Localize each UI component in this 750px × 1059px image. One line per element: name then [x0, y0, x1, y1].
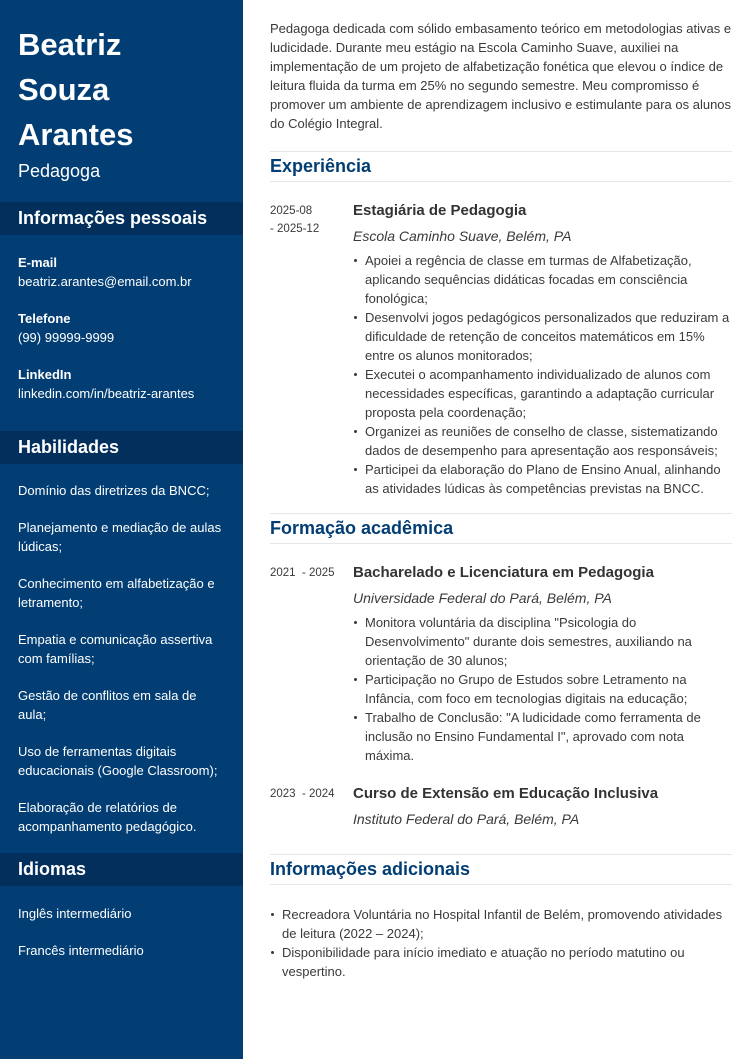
name-line-first: Beatriz [18, 27, 122, 62]
languages-section [0, 853, 243, 960]
additional-info-heading: Informações adicionais [270, 854, 732, 885]
entry-role: Estagiária de Pedagogia [353, 202, 527, 219]
bullet-item: Disponibilidade para início imediato e atuação no período matutino ou vespertino. [270, 943, 732, 981]
info-phone [0, 309, 243, 347]
personal-info-heading: Informações pessoais [0, 202, 243, 235]
name-line-last: Arantes [18, 117, 134, 152]
bullet-item: Monitora voluntária da disciplina "Psicologia do Desenvolvimento" durante dois semestres, auxiliando na orientação de 30 alunos; [353, 613, 732, 670]
entry-organization: Universidade Federal do Pará, Belém, PA [353, 590, 612, 606]
bullet-item: Participei da elaboração do Plano de Ensino Anual, alinhando as atividades lúdicas às competências previstas na BNCC. [353, 460, 732, 498]
additional-info-section [270, 854, 732, 981]
professional-summary: Pedagoga dedicada com sólido embasamento teórico em metodologias ativas e ludicidade. Durante meu estágio na Escola Caminho Suave, auxiliei na implementação de um projeto de alfabetização fonética que elevou o índice de leitura fluida da turma em 25% no segundo semestre. Meu compromisso é promover um ambiente de aprendizagem inclusivo e estimulante para os alunos do Colégio Integral. [270, 21, 732, 131]
experience-entry [270, 200, 732, 498]
skill-item: Domínio das diretrizes da BNCC; [18, 483, 210, 498]
skill-item: Planejamento e mediação de aulas lúdicas; [18, 520, 222, 554]
entry-bullets [353, 613, 732, 765]
date-start: 2025-08 [270, 205, 313, 217]
linkedin-value[interactable]: linkedin.com/in/beatriz-arantes [18, 386, 195, 401]
bullet-item: Organizei as reuniões de conselho de classe, sistematizando dados de desempenho para apresentação aos responsáveis; [353, 422, 732, 460]
entry-date: 2023 - 2024 [270, 788, 335, 800]
bullet-item: Trabalho de Conclusão: "A ludicidade como ferramenta de inclusão no Ensino Fundamental I", aprovado com nota máxima. [353, 708, 732, 765]
email-value[interactable]: beatriz.arantes@email.com.br [18, 274, 192, 289]
info-email [0, 253, 243, 291]
entry-organization: Escola Caminho Suave, Belém, PA [353, 228, 572, 244]
languages-heading: Idiomas [0, 853, 243, 886]
skill-item: Uso de ferramentas digitais educacionais (Google Classroom); [18, 744, 218, 778]
date-end: - 2025-12 [270, 223, 320, 235]
skill-item: Gestão de conflitos em sala de aula; [18, 688, 197, 722]
language-item: Francês intermediário [18, 943, 144, 958]
entry-role: Bacharelado e Licenciatura em Pedagogia [353, 564, 654, 581]
entry-date [270, 200, 353, 498]
info-linkedin [0, 365, 243, 403]
phone-value: (99) 99999-9999 [18, 330, 115, 345]
phone-label: Telefone [18, 311, 71, 326]
language-item: Inglês intermediário [18, 906, 132, 921]
education-section [270, 513, 732, 829]
linkedin-label: LinkedIn [18, 367, 72, 382]
education-heading: Formação acadêmica [270, 513, 732, 544]
entry-role: Curso de Extensão em Educação Inclusiva [353, 785, 659, 802]
additional-info-list [270, 905, 732, 981]
personal-info-section [0, 202, 243, 403]
main-content [270, 0, 732, 981]
experience-heading: Experiência [270, 151, 732, 182]
bullet-item: Desenvolvi jogos pedagógicos personalizados que reduziram a dificuldade de retenção de conceitos matemáticos em 15% entre os alunos monitorados; [353, 308, 732, 365]
skills-heading: Habilidades [0, 431, 243, 464]
experience-section [270, 151, 732, 498]
skill-item: Empatia e comunicação assertiva com famílias; [18, 632, 213, 666]
bullet-item: Executei o acompanhamento individualizado de alunos com necessidades específicas, garantindo a adaptação curricular proposta pela coordenação; [353, 365, 732, 422]
entry-organization: Instituto Federal do Pará, Belém, PA [353, 811, 580, 827]
job-title: Pedagoga [18, 161, 101, 181]
bullet-item: Recreadora Voluntária no Hospital Infantil de Belém, promovendo atividades de leitura (2022 – 2024); [270, 905, 732, 943]
sidebar [0, 0, 243, 1059]
skill-item: Elaboração de relatórios de acompanhamento pedagógico. [18, 800, 197, 834]
education-entry [270, 783, 732, 829]
entry-date: 2021 - 2025 [270, 567, 335, 579]
bullet-item: Apoiei a regência de classe em turmas de Alfabetização, aplicando sequências didáticas focadas em consciência fonológica; [353, 251, 732, 308]
name-line-middle: Souza [18, 72, 110, 107]
bullet-item: Participação no Grupo de Estudos sobre Letramento na Infância, com foco em tecnologias digitais na educação; [353, 670, 732, 708]
skill-item: Conhecimento em alfabetização e letramento; [18, 576, 215, 610]
skills-section [0, 431, 243, 836]
education-entry [270, 562, 732, 765]
email-label: E-mail [18, 255, 58, 270]
candidate-name [0, 0, 243, 157]
entry-bullets [353, 251, 732, 498]
